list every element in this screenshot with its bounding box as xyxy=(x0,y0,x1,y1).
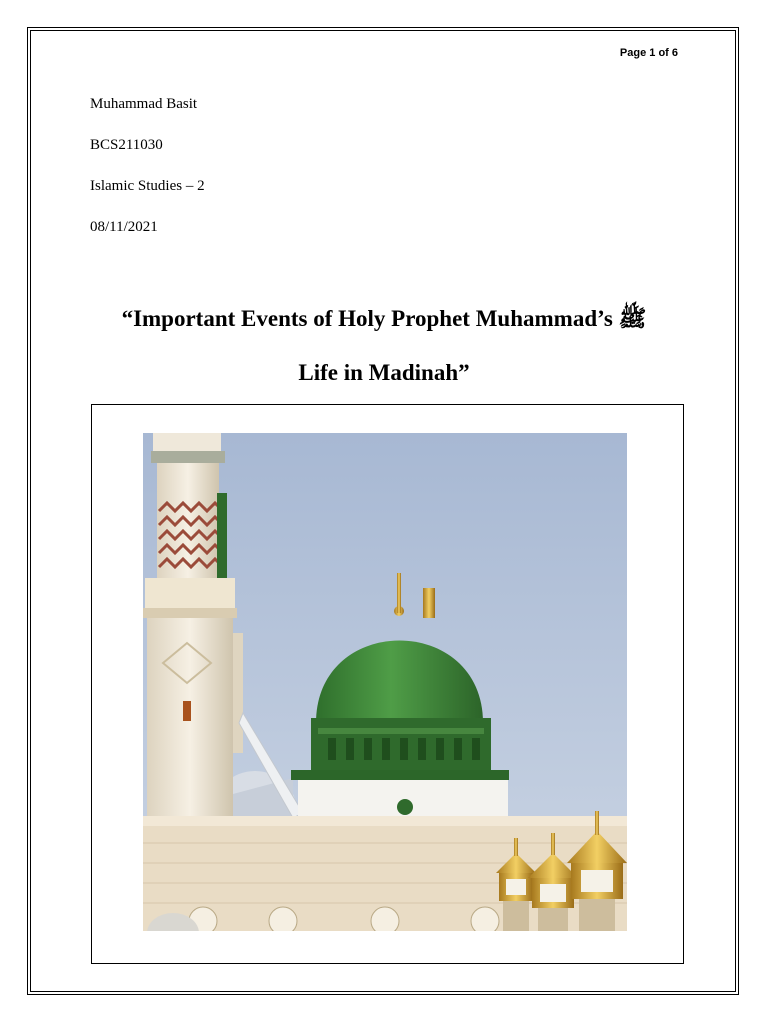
title-line-2: Life in Madinah” xyxy=(298,360,470,385)
image-frame xyxy=(91,404,684,964)
page-number: Page 1 of 6 xyxy=(619,47,678,59)
course-name: Islamic Studies – 2 xyxy=(90,178,205,194)
green-dome-photo xyxy=(143,433,627,931)
submission-date: 08/11/2021 xyxy=(90,219,158,235)
author-name: Muhammad Basit xyxy=(90,96,198,112)
title-line-1: “Important Events of Holy Prophet Muhammad’s ﷺ xyxy=(121,306,647,331)
student-id: BCS211030 xyxy=(90,137,163,153)
